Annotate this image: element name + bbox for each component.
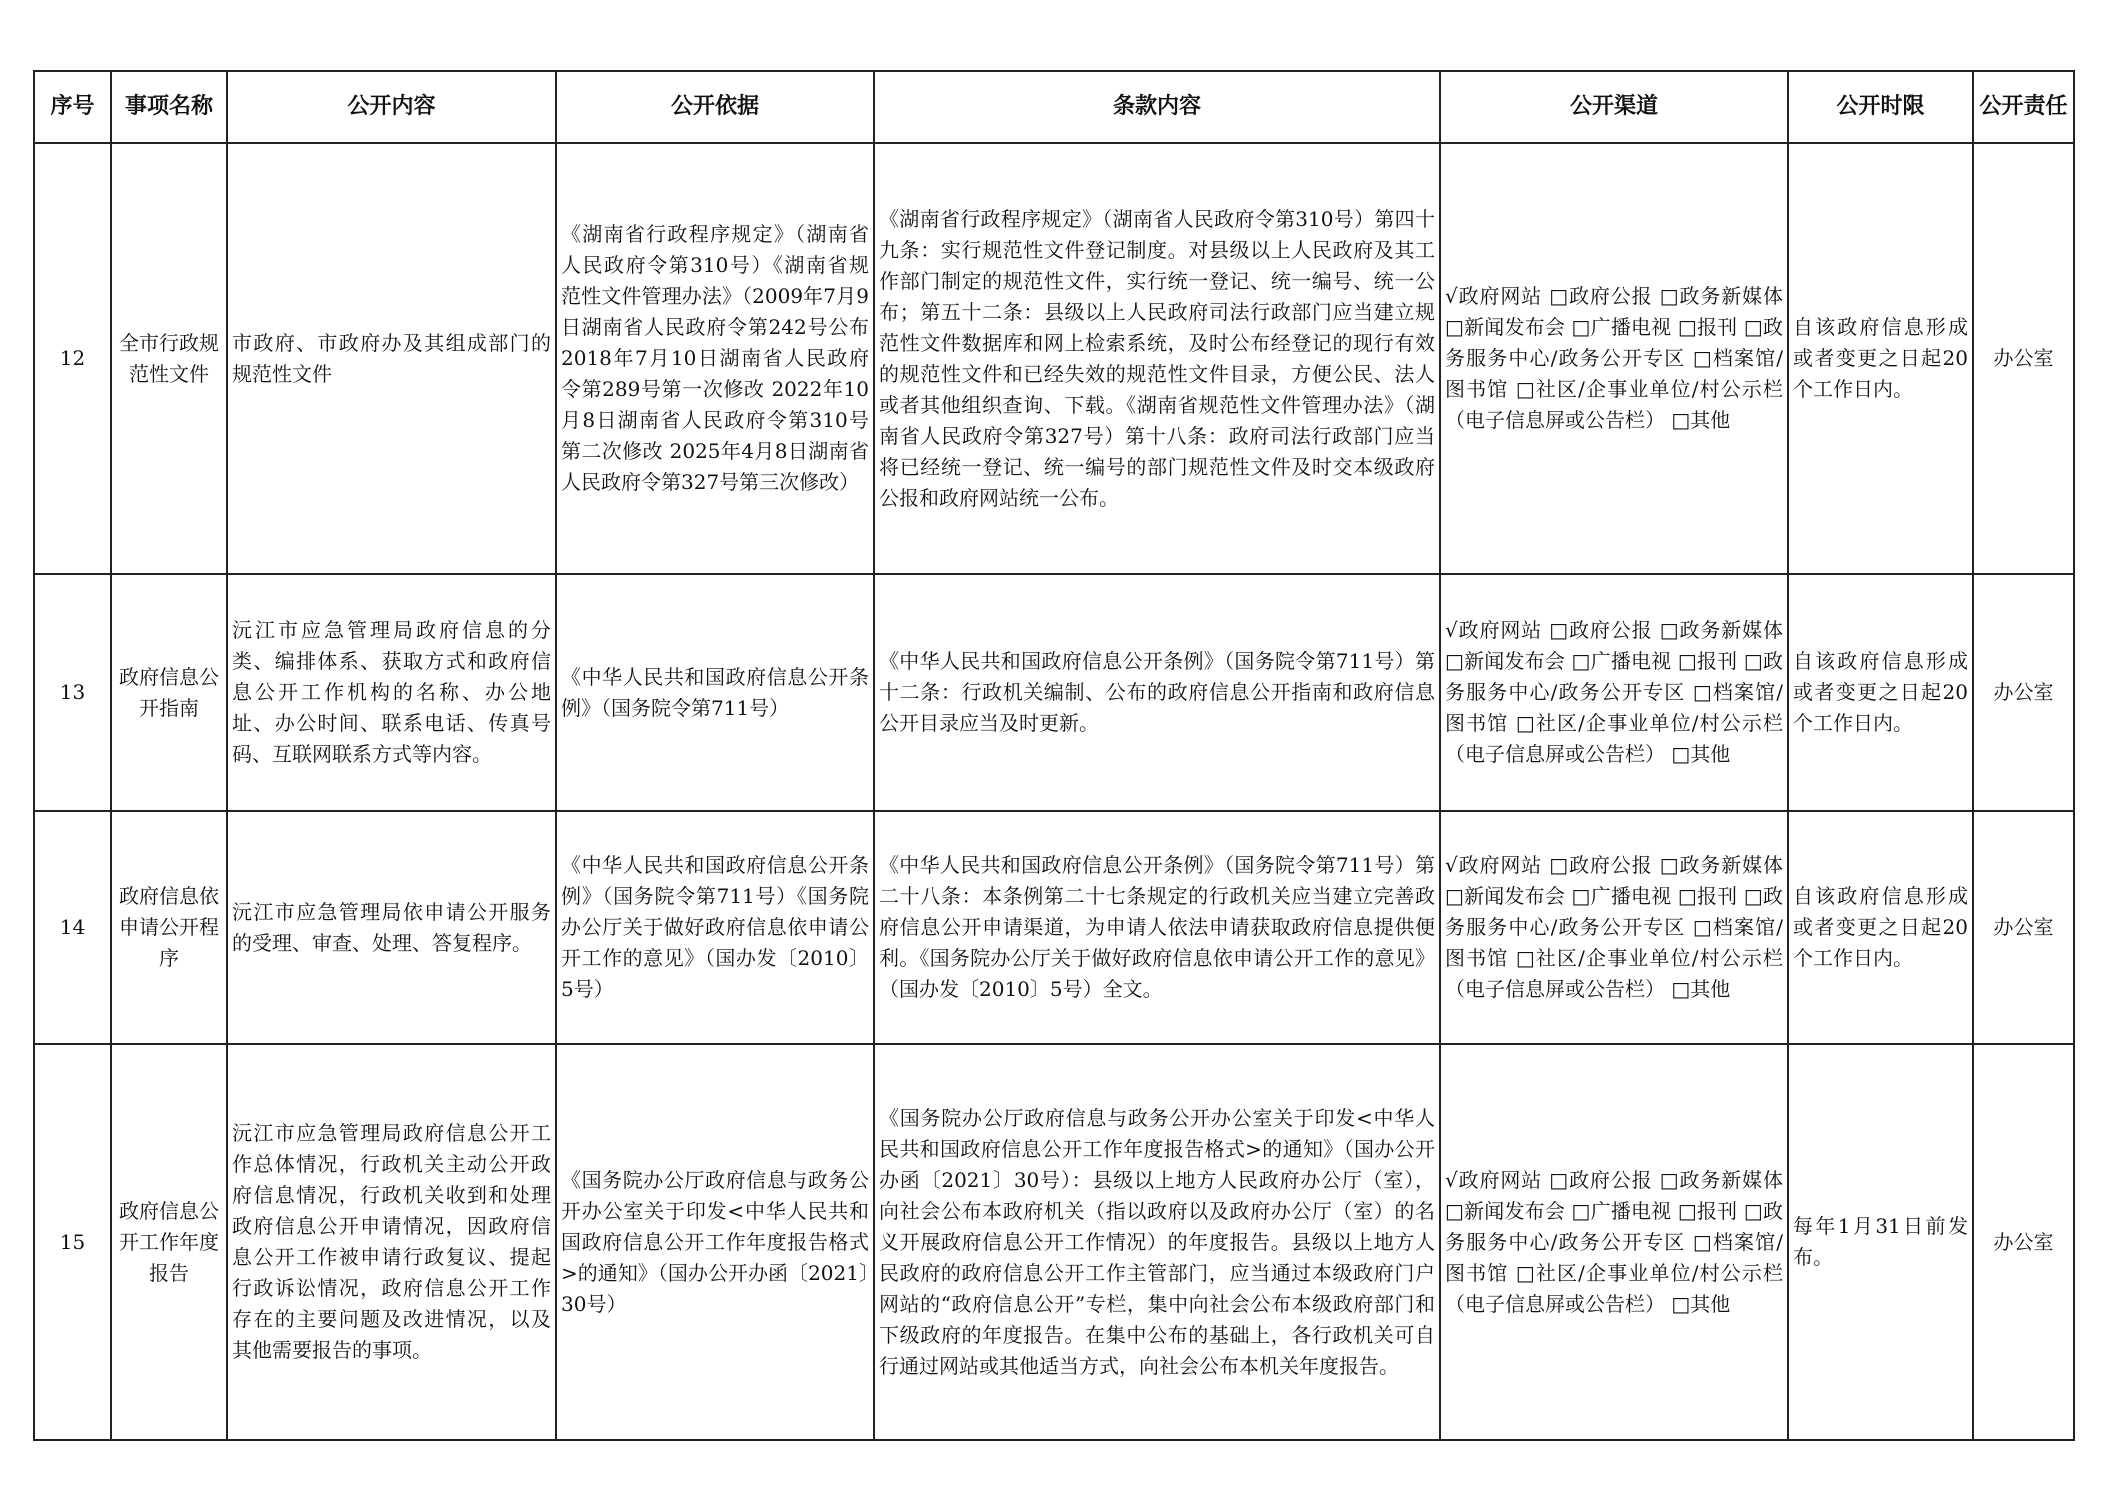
- row-name: 政府信息依申请公开程序: [111, 811, 227, 1044]
- row-basis: 《湖南省行政程序规定》（湖南省人民政府令第310号）《湖南省规范性文件管理办法》（2009年7月9日湖南省人民政府令第242号公布 2018年7月10日湖南省人民政府令第289号第一次修改 2022年10月8日湖南省人民政府令第310号第二次修改 2025年4月8日湖南省人民政府令第327号第三次修改）: [556, 143, 874, 574]
- header-row: [34, 71, 2074, 143]
- table-row: [34, 1044, 2074, 1440]
- row-seq: 15: [34, 1044, 111, 1440]
- row-content: 市政府、市政府办及其组成部门的规范性文件: [227, 143, 556, 574]
- table-row: [34, 143, 2074, 574]
- row-basis: 《中华人民共和国政府信息公开条例》（国务院令第711号）: [556, 574, 874, 811]
- row-resp: 办公室: [1973, 1044, 2074, 1440]
- row-channel: √政府网站 □政府公报 □政务新媒体 □新闻发布会 □广播电视 □报刊 □政务服务中心/政务公开专区 □档案馆/图书馆 □社区/企事业单位/村公示栏（电子信息屏或公告栏） □其他: [1440, 143, 1788, 574]
- row-content: 沅江市应急管理局依申请公开服务的受理、审查、处理、答复程序。: [227, 811, 556, 1044]
- row-content: 沅江市应急管理局政府信息公开工作总体情况，行政机关主动公开政府信息情况，行政机关收到和处理政府信息公开申请情况，因政府信息公开工作被申请行政复议、提起行政诉讼情况，政府信息公开工作存在的主要问题及改进情况，以及其他需要报告的事项。: [227, 1044, 556, 1440]
- row-basis: 《中华人民共和国政府信息公开条例》（国务院令第711号）《国务院办公厅关于做好政府信息依申请公开工作的意见》（国办发〔2010〕5号）: [556, 811, 874, 1044]
- row-basis: 《国务院办公厅政府信息与政务公开办公室关于印发<中华人民共和国政府信息公开工作年度报告格式>的通知》（国办公开办函〔2021〕30号）: [556, 1044, 874, 1440]
- row-content: 沅江市应急管理局政府信息的分类、编排体系、获取方式和政府信息公开工作机构的名称、办公地址、办公时间、联系电话、传真号码、互联网联系方式等内容。: [227, 574, 556, 811]
- row-deadline: 自该政府信息形成或者变更之日起20个工作日内。: [1788, 811, 1973, 1044]
- header-name: 事项名称: [111, 71, 227, 143]
- row-deadline: 每年1月31日前发布。: [1788, 1044, 1973, 1440]
- row-clause: 《国务院办公厅政府信息与政务公开办公室关于印发<中华人民共和国政府信息公开工作年度报告格式>的通知》（国办公开办函〔2021〕30号）：县级以上地方人民政府办公厅（室），向社会公布本政府机关（指以政府以及政府办公厅（室）的名义开展政府信息公开工作情况）的年度报告。县级以上地方人民政府的政府信息公开工作主管部门，应当通过本级政府门户网站的“政府信息公开”专栏，集中向社会公布本级政府部门和下级政府的年度报告。在集中公布的基础上，各行政机关可自行通过网站或其他适当方式，向社会公布本机关年度报告。: [874, 1044, 1440, 1440]
- header-seq: 序号: [34, 71, 111, 143]
- row-seq: 13: [34, 574, 111, 811]
- row-resp: 办公室: [1973, 143, 2074, 574]
- row-clause: 《湖南省行政程序规定》（湖南省人民政府令第310号）第四十九条：实行规范性文件登记制度。对县级以上人民政府及其工作部门制定的规范性文件，实行统一登记、统一编号、统一公布；第五十二条：县级以上人民政府司法行政部门应当建立规范性文件数据库和网上检索系统，及时公布经登记的现行有效的规范性文件和已经失效的规范性文件目录，方便公民、法人或者其他组织查询、下载。《湖南省规范性文件管理办法》（湖南省人民政府令第327号）第十八条：政府司法行政部门应当将已经统一登记、统一编号的部门规范性文件及时交本级政府公报和政府网站统一公布。: [874, 143, 1440, 574]
- header-clause: 条款内容: [874, 71, 1440, 143]
- table-row: [34, 574, 2074, 811]
- row-channel: √政府网站 □政府公报 □政务新媒体 □新闻发布会 □广播电视 □报刊 □政务服务中心/政务公开专区 □档案馆/图书馆 □社区/企事业单位/村公示栏（电子信息屏或公告栏） □其他: [1440, 811, 1788, 1044]
- header-content: 公开内容: [227, 71, 556, 143]
- header-resp: 公开责任: [1973, 71, 2074, 143]
- table-row: [34, 811, 2074, 1044]
- row-name: 政府信息公开指南: [111, 574, 227, 811]
- row-deadline: 自该政府信息形成或者变更之日起20个工作日内。: [1788, 143, 1973, 574]
- row-channel: √政府网站 □政府公报 □政务新媒体 □新闻发布会 □广播电视 □报刊 □政务服务中心/政务公开专区 □档案馆/图书馆 □社区/企事业单位/村公示栏（电子信息屏或公告栏） □其他: [1440, 574, 1788, 811]
- row-name: 全市行政规范性文件: [111, 143, 227, 574]
- header-basis: 公开依据: [556, 71, 874, 143]
- row-clause: 《中华人民共和国政府信息公开条例》（国务院令第711号）第十二条：行政机关编制、公布的政府信息公开指南和政府信息公开目录应当及时更新。: [874, 574, 1440, 811]
- row-resp: 办公室: [1973, 811, 2074, 1044]
- row-resp: 办公室: [1973, 574, 2074, 811]
- header-deadline: 公开时限: [1788, 71, 1973, 143]
- row-deadline: 自该政府信息形成或者变更之日起20个工作日内。: [1788, 574, 1973, 811]
- row-channel: √政府网站 □政府公报 □政务新媒体 □新闻发布会 □广播电视 □报刊 □政务服务中心/政务公开专区 □档案馆/图书馆 □社区/企事业单位/村公示栏（电子信息屏或公告栏） □其他: [1440, 1044, 1788, 1440]
- row-clause: 《中华人民共和国政府信息公开条例》（国务院令第711号）第二十八条：本条例第二十七条规定的行政机关应当建立完善政府信息公开申请渠道，为申请人依法申请获取政府信息提供便利。《国务院办公厅关于做好政府信息依申请公开工作的意见》（国办发〔2010〕5号）全文。: [874, 811, 1440, 1044]
- row-name: 政府信息公开工作年度报告: [111, 1044, 227, 1440]
- header-channel: 公开渠道: [1440, 71, 1788, 143]
- row-seq: 14: [34, 811, 111, 1044]
- disclosure-table: [33, 70, 2075, 1441]
- row-seq: 12: [34, 143, 111, 574]
